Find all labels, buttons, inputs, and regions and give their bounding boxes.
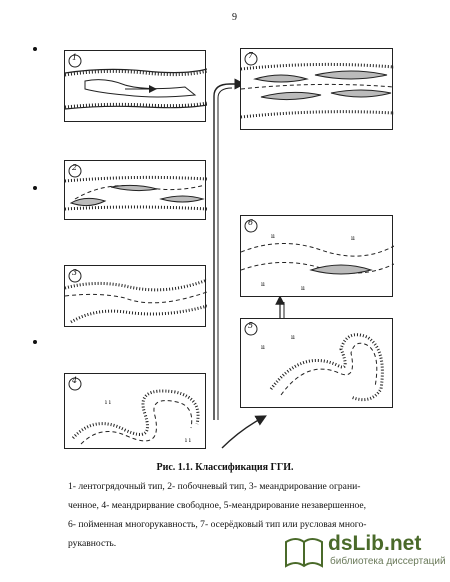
watermark-title: dsLib.net	[328, 532, 422, 555]
legend-line: ченное, 4- меандрирвание свободное, 5-меандрирование незавершенное,	[68, 500, 367, 511]
panel-7-drawing	[241, 49, 394, 131]
page-number: 9	[232, 12, 237, 23]
panel-4-drawing	[65, 374, 207, 450]
panel-2	[64, 160, 206, 220]
figure-caption: Рис. 1.1. Классификация ГГИ.	[156, 462, 294, 473]
panel-3-label: 3	[72, 268, 78, 277]
panel-2-drawing	[65, 161, 207, 221]
panel-6-label: 6	[248, 218, 254, 227]
panel-5-drawing	[241, 319, 394, 409]
panel-3-drawing	[65, 266, 207, 328]
panel-7	[240, 48, 393, 130]
panel-1	[64, 50, 206, 122]
watermark-subtitle: библиотека диссертаций	[330, 556, 446, 567]
legend-line: 1- лентогрядочный тип, 2- побочневый тип, 3- меандрирование ограни-	[68, 481, 361, 492]
svg-text:ıı: ıı	[271, 233, 275, 240]
panel-5	[240, 318, 393, 408]
legend-line: 6- пойменная многорукавность, 7- осерёдковый тип или русловая много-	[68, 519, 367, 530]
svg-text:ı ı: ı ı	[105, 399, 111, 406]
panel-4	[64, 373, 206, 449]
svg-text:ıı: ıı	[261, 281, 265, 288]
svg-text:ı ı: ı ı	[185, 437, 191, 444]
svg-text:ıı: ıı	[261, 344, 265, 351]
svg-text:ıı: ıı	[291, 334, 295, 341]
panel-5-label: 5	[248, 321, 254, 330]
legend-line: рукавность.	[68, 538, 117, 549]
panel-6	[240, 215, 393, 297]
panel-2-label: 2	[72, 163, 78, 172]
panel-7-label: 7	[248, 51, 254, 60]
book-logo-icon	[282, 534, 326, 570]
panel-3	[64, 265, 206, 327]
watermark	[272, 530, 446, 574]
svg-text:ıı: ıı	[351, 235, 355, 242]
panel-1-label: 1	[72, 53, 78, 62]
svg-text:ıı: ıı	[301, 285, 305, 292]
panel-6-drawing	[241, 216, 394, 298]
panel-4-label: 4	[72, 376, 78, 385]
